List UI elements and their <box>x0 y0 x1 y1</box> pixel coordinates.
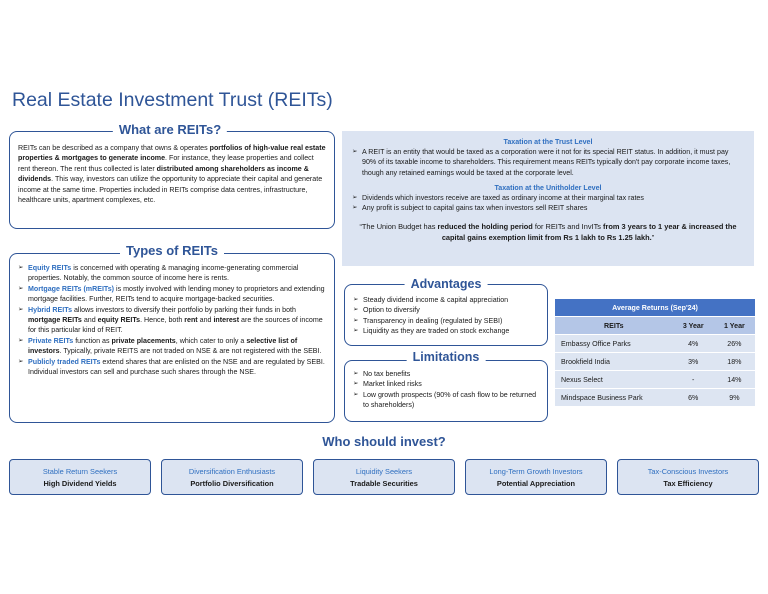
return-3y: - <box>673 371 714 389</box>
types-of-reits-heading: Types of REITs <box>120 243 224 258</box>
limitations-heading: Limitations <box>407 350 486 364</box>
investor-benefit: Tradable Securities <box>350 479 418 488</box>
return-1y: 9% <box>714 389 755 407</box>
investor-type: Liquidity Seekers <box>355 467 413 476</box>
table-row <box>555 371 755 389</box>
col-header-1-year: 1 Year <box>714 317 755 335</box>
advantage-item: ➢ Liquidity as they are traded on stock exchange <box>353 326 539 336</box>
return-1y: 14% <box>714 371 755 389</box>
type-mortgage: ➢ Mortgage REITs (mREITs) is mostly involved with lending money to proprietors and extending mortgage facilities. Further, REITs tend to acquire mortgage-backed securities. <box>18 284 326 305</box>
types-of-reits-box <box>9 253 335 423</box>
returns-table-title: Average Returns (Sep'24) <box>555 299 755 317</box>
reit-name: Embassy Office Parks <box>555 335 673 353</box>
investor-benefit: Tax Efficiency <box>663 479 713 488</box>
investor-type: Diversification Enthusiasts <box>188 467 276 476</box>
col-header-3-year: 3 Year <box>673 317 714 335</box>
investor-card-long-term <box>465 459 607 495</box>
advantages-list <box>353 295 539 337</box>
unitholder-item-2: ➢ Any profit is subject to capital gains tax when investors sell REIT shares <box>352 203 744 213</box>
trust-level-heading: Taxation at the Trust Level <box>503 138 593 146</box>
page-title: Real Estate Investment Trust (REITs) <box>12 89 333 111</box>
trust-level-list <box>352 147 744 178</box>
unitholder-item-1: ➢ Dividends which investors receive are taxed as ordinary income at their marginal tax rates <box>352 193 744 203</box>
limitations-list <box>353 369 539 411</box>
investor-benefit: Potential Appreciation <box>496 479 576 488</box>
reit-name: Mindspace Business Park <box>555 389 673 407</box>
budget-quote: “The Union Budget has reduced the holding period for REITs and InvITs from 3 years to 1 year & increased the capital gains exemption limit from Rs 1 lakh to Rs 1.25 lakh.” <box>359 222 737 242</box>
investor-benefit: Portfolio Diversification <box>190 479 274 488</box>
trust-level-item: ➢ A REIT is an entity that would be taxed as a corporation were it not for its special REIT status. In addition, it must pay 90% of its taxable income to shareholders. This requirement means REITs typically don't pay corporate income taxes, though any retained earnings would be taxed at the corporate level. <box>352 147 744 178</box>
investor-type: Stable Return Seekers <box>42 467 118 476</box>
unitholder-level-heading: Taxation at the Unitholder Level <box>494 183 602 192</box>
types-list <box>18 263 326 377</box>
advantages-box <box>344 284 548 346</box>
investor-card-diversification <box>161 459 303 495</box>
limitation-item: ➢ Market linked risks <box>353 379 539 389</box>
taxation-box <box>342 131 754 266</box>
advantage-item: ➢ Transparency in dealing (regulated by SEBI) <box>353 316 539 326</box>
return-1y: 18% <box>714 353 755 371</box>
table-row <box>555 353 755 371</box>
unitholder-level-list <box>352 193 744 213</box>
advantage-item: ➢ Option to diversify <box>353 305 539 315</box>
table-row <box>555 335 755 353</box>
return-3y: 6% <box>673 389 714 407</box>
investor-card-liquidity <box>313 459 455 495</box>
limitation-item: ➢ No tax benefits <box>353 369 539 379</box>
return-3y: 4% <box>673 335 714 353</box>
advantage-item: ➢ Steady dividend income & capital appreciation <box>353 295 539 305</box>
reit-name: Nexus Select <box>555 371 673 389</box>
investor-card-tax-conscious <box>617 459 759 495</box>
investor-type: Tax-Conscious Investors <box>647 467 729 476</box>
what-are-reits-box <box>9 131 335 229</box>
type-private: ➢ Private REITs function as private placements, which cater to only a selective list of investors. Typically, private REITS are not traded on NSE & are not registered with the SEBI. <box>18 336 326 357</box>
what-are-reits-text: REITs can be described as a company that owns & operates portfolios of high-value real estate properties & mortgages to generate income. For instance, they lease properties and collect rent thereon. The rent thus collected is later distributed among shareholders as income & dividends. This way, investors can utilize the opportunity to appreciate their capital and generate income at the same time. Properties included in REITs comprise data centres, infrastructure, healthcare units, apartment complexes, etc. <box>18 144 326 205</box>
limitations-box <box>344 360 548 422</box>
return-3y: 3% <box>673 353 714 371</box>
type-equity: ➢ Equity REITs is concerned with operating & managing income-generating commercial properties. Notably, the common source of income here is rents. <box>18 263 326 284</box>
what-are-reits-heading: What are REITs? <box>113 122 227 137</box>
table-row <box>555 389 755 407</box>
col-header-reits: REITs <box>555 317 673 335</box>
limitation-item: ➢ Low growth prospects (90% of cash flow to be returned to shareholders) <box>353 390 539 411</box>
advantages-heading: Advantages <box>405 277 488 291</box>
investor-benefit: High Dividend Yields <box>43 479 117 488</box>
who-should-invest-heading: Who should invest? <box>322 434 446 449</box>
return-1y: 26% <box>714 335 755 353</box>
type-public: ➢ Publicly traded REITs extend shares that are enlisted on the NSE and are regulated by SEBI. Individual investors can sell and purchase such shares through the NSE. <box>18 357 326 378</box>
reit-name: Brookfield India <box>555 353 673 371</box>
average-returns-table <box>555 299 755 407</box>
type-hybrid: ➢ Hybrid REITs allows investors to diversify their portfolio by parking their funds in both mortgage REITs and equity REITs. Hence, both rent and interest are the sources of income for this particular kind of REIT. <box>18 305 326 336</box>
investor-type: Long-Term Growth Investors <box>489 467 583 476</box>
investor-card-stable-return <box>9 459 151 495</box>
